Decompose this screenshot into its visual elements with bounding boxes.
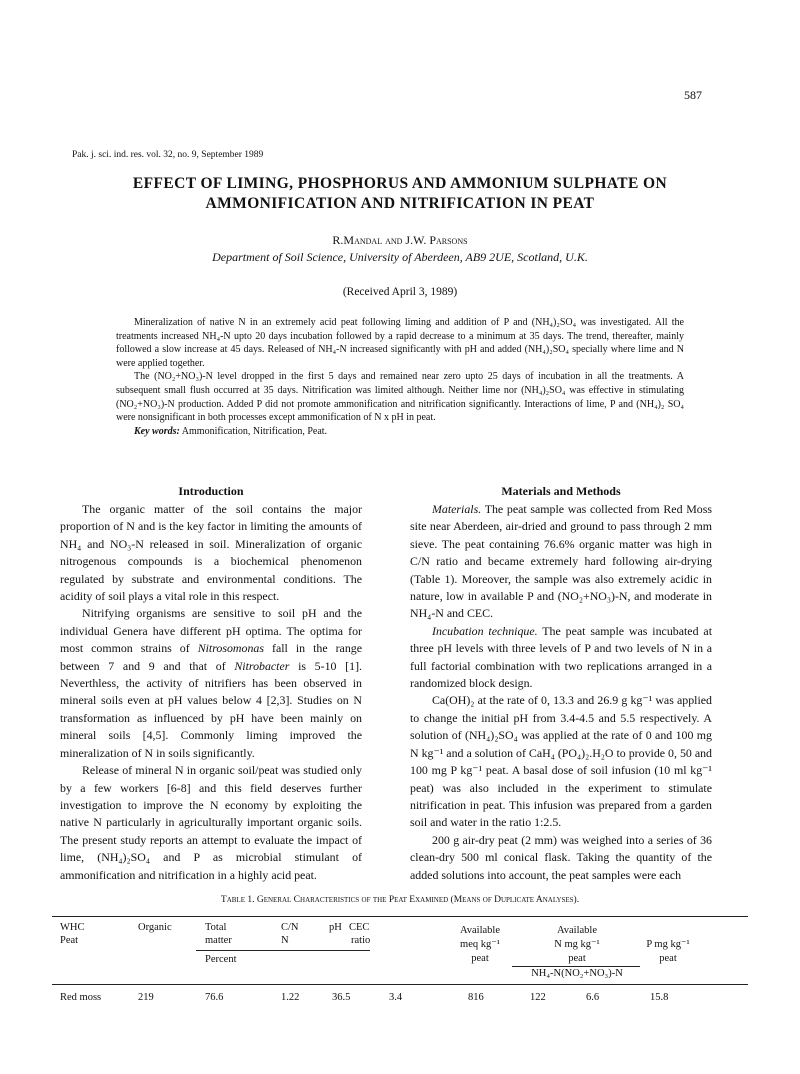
abstract-paragraph-2: The (NO₂+NO₃)-N level dropped in the first 5 days and remained near zero upto 25 days of incubation in all the treatments. A subsequent small flush occurred at 35 days. Nitrification was limited although. Neither lime nor (NH₄)₂SO₄ was effective in stimulating (NO₂+NO₃)-N production. Added P did not promote ammonification and nitrification significantly. Interactions of lime, P and (NH₄)₂ SO₄ were nonsignificant in both processes except ammonification of N x pH in peat. <box>116 371 684 424</box>
header-total: Total <box>205 922 227 933</box>
methods-paragraph-1 <box>410 501 712 623</box>
cell-available-p: 15.8 <box>650 992 669 1003</box>
intro-p2-text-c: fall in the range between 7 and 9 and that of <box>60 641 363 673</box>
header-ratio: ratio <box>351 935 371 946</box>
materials-label: Materials. <box>432 502 482 516</box>
authors: R.Mandal and J.W. Parsons <box>332 233 468 247</box>
cell-whc: 219 <box>138 992 154 1003</box>
table-caption: Table 1. General Characteristics of the Peat Examined (Means of Duplicate Analyses). <box>220 895 580 905</box>
header-ph: pH <box>329 922 342 933</box>
abstract-paragraph-1: Mineralization of native N in an extremely acid peat following liming and addition of P and (NH₄)₂SO₄ was investigated. All the treatments increased NH₄-N upto 20 days incubation followed by a rapid decrease to a minimum at 35 days. The trend, thereafter, mainly followed a slow increase at 45 days. Released of NH₄-N increased significantly with pH and added (NH₄)₂SO₄ specially where lime and N were applied together. <box>116 317 684 369</box>
header-cec: CEC <box>349 922 370 933</box>
affiliation: Department of Soil Science, University of Aberdeen, AB9 2UE, Scotland, U.K. <box>212 250 588 264</box>
abstract <box>116 316 684 438</box>
methods-heading: Materials and Methods <box>501 484 621 498</box>
intro-p2-text-a: Nitrifying organisms are sensitive to soil pH and the individual Genera have different pH optima. The optima for most common strains of <box>60 606 362 656</box>
genus-nitrosomonas: Nitrosomonas <box>197 641 264 656</box>
header-n-peat: peat <box>568 953 586 964</box>
keywords-label: Key words: <box>134 425 180 437</box>
cell-total-n: 1.22 <box>281 992 300 1003</box>
header-n-mg: N mg kg⁻¹ <box>554 939 600 950</box>
paper-title: EFFECT OF LIMING, PHOSPHORUS AND AMMONIUM SULPHATE ON AMMONIFICATION AND NITRIFICATION IN PEAT <box>132 175 668 212</box>
incubation-label: Incubation technique. <box>432 623 538 638</box>
cell-nh4-n: 122 <box>530 992 546 1003</box>
keywords-line <box>116 425 684 439</box>
header-p-peat: peat <box>659 953 677 964</box>
header-available-cec: Available <box>459 925 501 936</box>
methods-section <box>410 484 712 884</box>
header-matter: matter <box>205 935 232 946</box>
header-meq: meq kg⁻¹ <box>460 939 500 950</box>
received-date: (Received April 3, 1989) <box>342 286 458 298</box>
keywords: Ammonification, Nitrification, Peat. <box>181 425 328 437</box>
cell-ph: 3.4 <box>389 992 403 1003</box>
header-n: N <box>281 935 289 946</box>
table-header-rule <box>52 984 748 985</box>
introduction-heading: Introduction <box>178 484 244 498</box>
methods-paragraph-4: 200 g air-dry peat (2 mm) was weighed into a series of 36 clean-dry 500 ml conical flask. Taking the quantity of the added solutions into account, the peat samples were each <box>410 832 712 882</box>
cell-cn-ratio: 36.5 <box>332 992 351 1003</box>
header-peat: Peat <box>60 935 79 946</box>
methods-p2-text: The peat sample was incubated at three pH levels with three levels of P and two levels of N in a full factorial combination with two replications arranged in a randomized block design. <box>410 623 713 691</box>
methods-p1-text: The peat sample was collected from Red Moss site near Aberdeen, air-dried and ground to pass through 2 mm sieve. The peat containing 76.6% organic matter was high in C/N ratio and became extremely hard following air-drying (Table 1). Moreover, the sample was also extremely acidic in nature, low in available P and (NO₂+NO₃)-N, and moderate in NH₄-N and CEC. <box>410 502 712 621</box>
header-organic: Organic <box>138 922 172 933</box>
intro-paragraph-3: Release of mineral N in organic soil/peat was studied only by a few workers [6-8] and this field deserves further investigation to improve the N economy by exploiting the native N particularly in agriculturally important organic soils. The present study reports an attempt to evaluate the impact of lime, (NH₄)₂SO₄ and P as microbial stimulant of ammonification and nitrification in a highly acid peat. <box>60 763 362 882</box>
intro-paragraph-1: The organic matter of the soil contains the major proportion of N and is the key factor in limiting the amounts of NH₄ and NO₃-N released in soil. Mineralization of organic nitrogenous compounds is a biochemical phenomenon regulated by substrate and environmental conditions. The acidity of soil plays a vital role in this respect. <box>60 502 362 604</box>
genus-nitrobacter: Nitrobacter <box>234 658 290 673</box>
header-cn: C/N <box>281 922 299 933</box>
methods-paragraph-2 <box>410 623 712 693</box>
header-percent-rule <box>196 950 370 951</box>
cell-no-n: 6.6 <box>586 992 600 1003</box>
cell-cec: 816 <box>468 992 484 1003</box>
intro-p2-text-e: is 5-10 [1]. Neverthless, the activity of nitrifiers has been observed in mineral soils even at pH values below 4 [2,3]. Studies on N transformation as influenced by pH have been mainly on mineral soils [4,5]. Commonly liming improved the mineralization of N in soils significantly. <box>60 658 362 760</box>
header-n-rule <box>512 966 640 967</box>
header-available-n: Available <box>556 925 598 936</box>
cell-peat-name: Red moss <box>60 992 102 1003</box>
intro-paragraph-2 <box>60 605 362 762</box>
header-meq-peat: peat <box>471 953 489 964</box>
header-whc: WHC <box>60 922 85 933</box>
page-number: 587 <box>684 88 702 102</box>
table-top-rule <box>52 916 748 917</box>
cell-organic-matter: 76.6 <box>205 992 224 1003</box>
header-p-mg: P mg kg⁻¹ <box>646 939 690 950</box>
header-nh4-no3: NH₄-N(NO₂+NO₃)-N <box>531 968 623 979</box>
journal-citation: Pak. j. sci. ind. res. vol. 32, no. 9, September 1989 <box>72 150 264 160</box>
introduction-section <box>60 484 362 884</box>
header-percent: Percent <box>205 954 237 965</box>
methods-paragraph-3: Ca(OH)₂ at the rate of 0, 13.3 and 26.9 g kg⁻¹ was applied to change the initial pH from 3.4-4.5 and 5.5 respectively. A solution of (NH₄)₂SO₄ was applied at the rate of 0 and 100 mg N kg⁻¹ and a solution of CaH₄ (PO₄)₂.H₂O to provide 0, 50 and 100 mg P kg⁻¹ peat. A basal dose of soil infusion (10 ml kg⁻¹ peat) was also included in the experiment to stimulate nitrification in peat. This infusion was prepared from a garden soil and water in the ratio 1:2.5. <box>410 693 712 830</box>
